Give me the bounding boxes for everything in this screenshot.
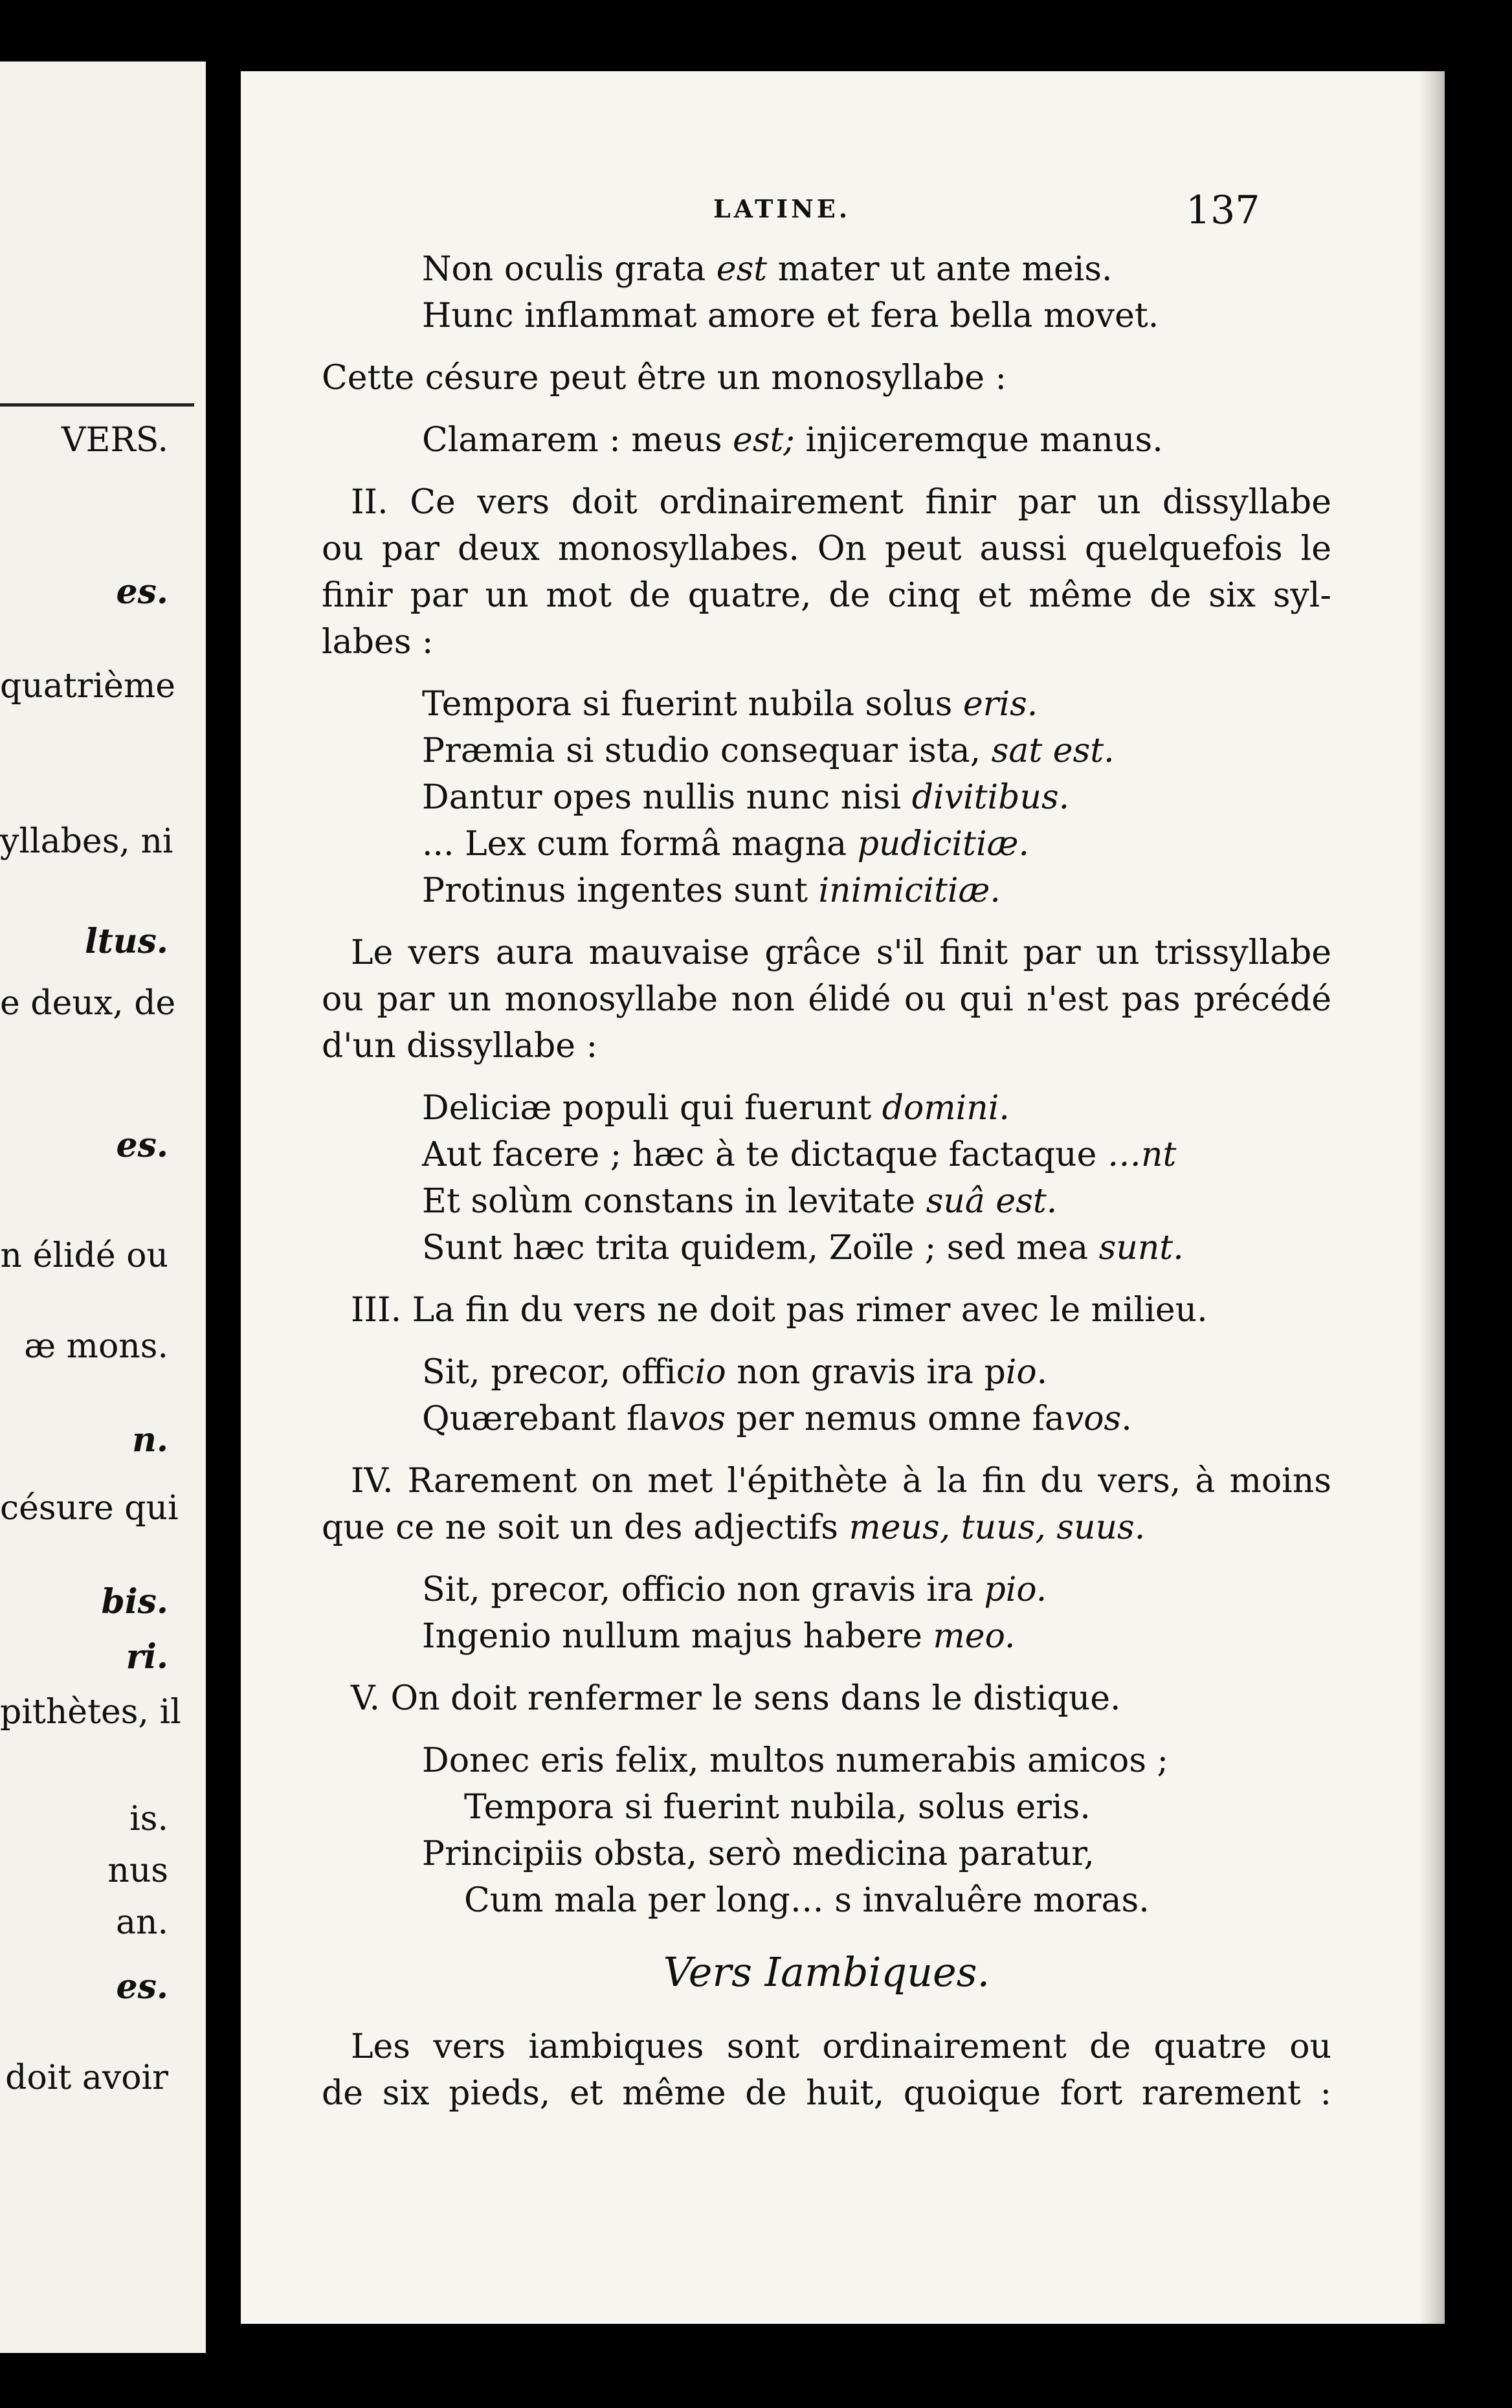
verse-line: Protinus ingentes sunt inimicitiæ. [422,871,1001,910]
verse-line: Quærebant flavos per nemus omne favos. [422,1399,1132,1438]
paragraph-line: ou par deux monosyllabes. On peut aussi quelquefois le [322,530,1331,568]
left-page-fragment: quatrième [0,667,176,706]
page-header [241,188,1445,233]
left-page-fragment: pithètes, il [0,1693,181,1732]
paragraph-line: II. Ce vers doit ordinairement finir par un dissyllabe [351,483,1331,522]
page-number: 137 [1186,188,1260,233]
verse-line: Ingenio nullum majus habere meo. [422,1617,1016,1656]
paragraph-line: finir par un mot de quatre, de cinq et même de six syl- [322,576,1331,615]
left-page-fragment: yllabes, ni [0,822,173,861]
left-page-fragment: n. [132,1420,168,1460]
left-page-fragment: césure qui [0,1489,179,1528]
left-page-fragment: nus [107,1851,168,1890]
left-page-fragment: es. [116,572,168,612]
paragraph-line: Cette césure peut être un monosyllabe : [322,359,1007,397]
paragraph-line: ou par un monosyllabe non élidé ou qui n'est pas précédé [322,980,1331,1019]
verse-line: Tempora si fuerint nubila solus eris. [422,685,1038,724]
verse-line: Aut facere ; hæc à te dictaque factaque …nt [422,1135,1177,1174]
page-body [322,246,1331,2117]
book-page [241,71,1445,2324]
verse-line: ... Lex cum formâ magna pudicitiæ. [422,825,1029,864]
verse-line: Principiis obsta, serò medicina paratur, [422,1834,1095,1873]
page-spine-shadow [1419,71,1445,2324]
section-title: Vers Iambiques. [663,1948,990,1996]
left-page-fragment: VERS. [61,421,168,460]
paragraph-line: Le vers aura mauvaise grâce s'il finit par un trissyllabe [351,933,1331,972]
paragraph-line: labes : [322,623,434,662]
verse-line: Sit, precor, officio non gravis ira pio. [422,1353,1048,1392]
left-page-fragment: doit avoir [5,2058,168,2097]
left-page-fragment: is. [129,1800,168,1838]
left-page-fragment: bis. [101,1582,168,1622]
verse-line: Sunt hæc trita quidem, Zoïle ; sed mea sunt. [422,1229,1184,1267]
left-page-fragment: ri. [126,1637,168,1677]
verse-line: Deliciæ populi qui fuerunt domini. [422,1089,1010,1128]
left-page-fragment: e deux, de [0,984,176,1023]
paragraph-line: Les vers iambiques sont ordinairement de quatre ou [351,2027,1331,2066]
verse-line: Hunc inflammat amore et fera bella movet. [422,296,1159,335]
left-page-fragment: es. [116,1126,168,1165]
verse-line: Non oculis grata est mater ut ante meis. [422,250,1113,289]
left-page-fragment: n élidé ou [0,1236,168,1275]
verse-line: Clamarem : meus est; injiceremque manus. [422,421,1163,460]
running-head: LATINE. [713,194,851,223]
left-page-fragment: es. [116,1967,168,2007]
verse-line: Cum mala per long… s invaluêre moras. [464,1881,1150,1920]
left-page-rule [0,403,194,407]
verse-line: Tempora si fuerint nubila, solus eris. [464,1788,1091,1827]
verse-line: Sit, precor, officio non gravis ira pio. [422,1570,1047,1609]
verse-line: Donec eris felix, multos numerabis amicos ; [422,1741,1169,1780]
left-page-fragment: an. [115,1903,168,1942]
verse-line: Præmia si studio consequar ista, sat est. [422,731,1115,770]
verse-line: Dantur opes nullis nunc nisi divitibus. [422,778,1070,817]
paragraph-line: III. La fin du vers ne doit pas rimer avec le milieu. [351,1291,1208,1330]
paragraph-line: de six pieds, et même de huit, quoique fort rarement : [322,2074,1331,2113]
paragraph-line: V. On doit renfermer le sens dans le distique. [351,1679,1121,1718]
paragraph-line: que ce ne soit un des adjectifs meus, tuus, suus. [322,1508,1146,1547]
verse-line: Et solùm constans in levitate suâ est. [422,1182,1058,1221]
left-page-fragment: æ mons. [24,1327,168,1366]
paragraph-line: d'un dissyllabe : [322,1027,598,1065]
previous-page-strip [0,61,206,2353]
left-page-fragment: ltus. [85,922,168,961]
paragraph-line: IV. Rarement on met l'épithète à la fin du vers, à moins [351,1462,1331,1500]
